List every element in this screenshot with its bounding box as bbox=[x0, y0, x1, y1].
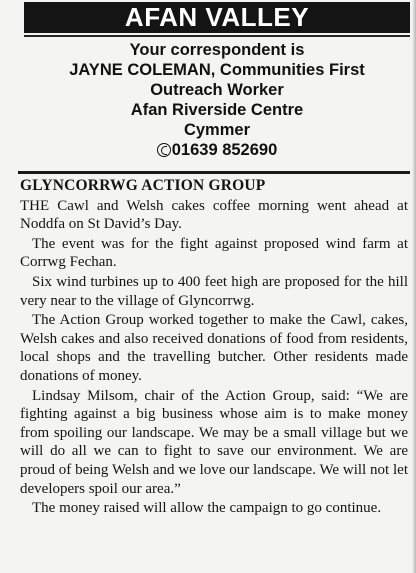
article-divider bbox=[18, 171, 410, 174]
correspondent-name: JAYNE COLEMAN, Communities First bbox=[69, 61, 365, 79]
phone-number: 01639 852690 bbox=[171, 141, 278, 159]
masthead-divider bbox=[24, 35, 410, 37]
correspondent-intro: Your correspondent is bbox=[129, 41, 305, 59]
article-paragraph: Six wind turbines up to 400 feet high are proposed for the hill very near to the village of Glyncorrwg. bbox=[20, 273, 408, 309]
page-edge-shadow bbox=[412, 0, 416, 573]
section-masthead bbox=[24, 2, 410, 33]
article-paragraph: Lindsay Milsom, chair of the Action Group, said: “We are fighting against a big business whose aim is to make money from spoiling our landscape. We may be a small village but we will do all we can to fight to save our environment. We are proud of being Welsh and we love our landscape. We will not let developers spoil our area.” bbox=[20, 387, 408, 497]
masthead-title: AFAN VALLEY bbox=[124, 2, 310, 32]
correspondent-box bbox=[24, 40, 410, 160]
correspondent-location: Afan Riverside Centre bbox=[130, 101, 304, 119]
telephone-circle-icon bbox=[157, 143, 171, 157]
correspondent-role: Outreach Worker bbox=[150, 81, 284, 99]
article bbox=[20, 177, 408, 518]
correspondent-town: Cymmer bbox=[183, 121, 251, 139]
article-headline: GLYNCORRWG ACTION GROUP bbox=[20, 177, 266, 194]
article-paragraph: The Action Group worked together to make the Cawl, cakes, Welsh cakes and also received donations of food from residents, local shops and the travelling butcher. Other residents made donations of money. bbox=[20, 312, 408, 384]
article-paragraph: The event was for the fight against proposed wind farm at Corrwg Fechan. bbox=[20, 235, 408, 271]
correspondent-phone bbox=[24, 140, 410, 160]
article-paragraph: THE Cawl and Welsh cakes coffee morning went ahead at Noddfa on St David’s Day. bbox=[20, 197, 408, 233]
article-paragraph: The money raised will allow the campaign to go continue. bbox=[32, 500, 382, 517]
